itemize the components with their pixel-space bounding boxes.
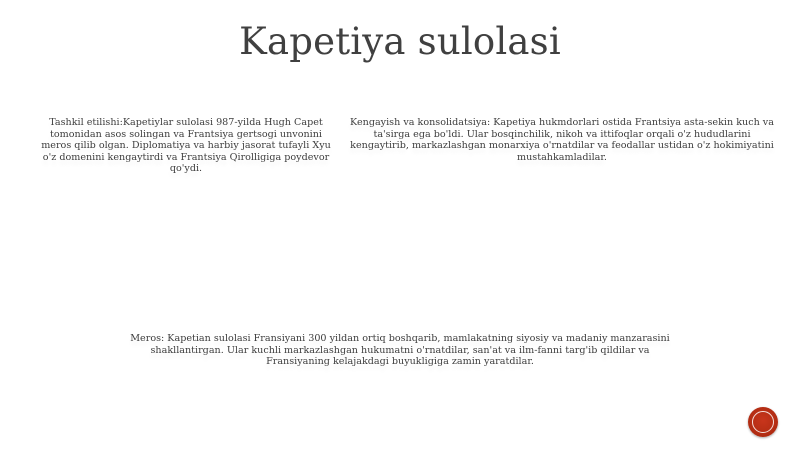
paragraph-expansion: Kengayish va konsolidatsiya: Kapetiya hukmdorlari ostida Frantsiya asta-sekin kuch va ta'sirga ega bo'ldi. Ular bosqinchilik, nikoh va ittifoqlar orqali o'z hududlarini kengaytirib, markazlashgan monarxiya o'rnatdilar va feodallar ustidan o'z hokimiyatini mustahkamladilar. xyxy=(350,117,774,163)
slide-title: Kapetiya sulolasi xyxy=(239,20,561,63)
next-slide-button[interactable] xyxy=(748,407,778,437)
circle-button-icon xyxy=(752,411,774,433)
paragraph-founding: Tashkil etilishi:Kapetiylar sulolasi 987-yilda Hugh Capet tomonidan asos solingan va Frantsiya gertsogi unvonini meros qilib olgan. Diplomatiya va harbiy jasorat tufayli Xyu o'z domenini kengaytirdi va Frantsiya Qirolligiga poydevor qo'ydi. xyxy=(41,117,331,175)
paragraph-legacy: Meros: Kapetian sulolasi Fransiyani 300 yildan ortiq boshqarib, mamlakatning siyosiy va madaniy manzarasini shakllantirgan. Ular kuchli markazlashgan hukumatni o'rnatdilar, san'at va ilm-fanni targ'ib qildilar va Fransiyaning kelajakdagi buyukligiga zamin yaratdilar. xyxy=(130,333,670,368)
